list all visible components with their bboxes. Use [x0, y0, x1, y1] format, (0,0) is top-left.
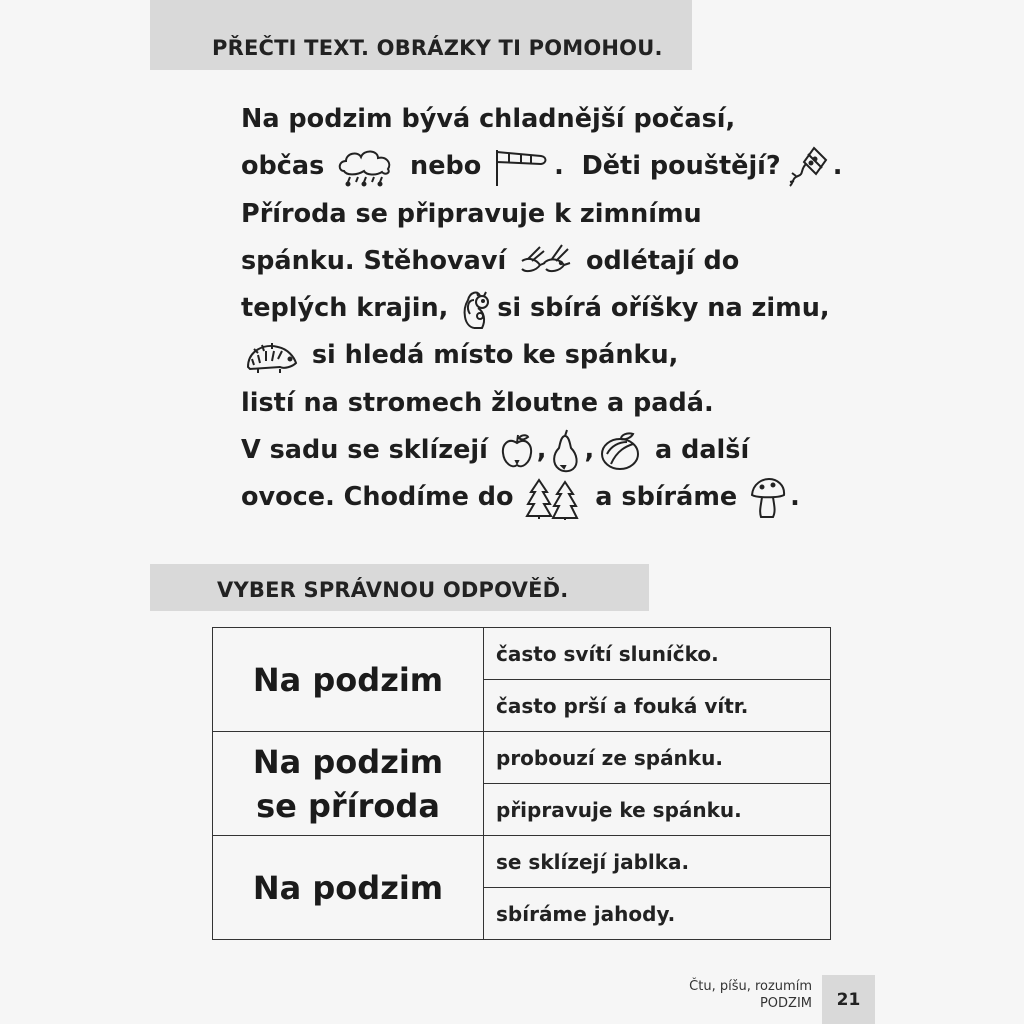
reading-text-segment: . Děti pouštějí?	[554, 151, 781, 182]
heading-text: VYBER SPRÁVNOU ODPOVĚĎ.	[217, 578, 569, 602]
reading-line	[241, 96, 841, 143]
reading-text-segment: ,	[536, 435, 547, 466]
footer-title	[689, 978, 812, 1012]
answer-option[interactable]: připravuje ke spánku.	[484, 784, 831, 836]
hedgehog-icon	[244, 337, 300, 375]
section-heading-read	[150, 0, 692, 70]
sentence-stem	[213, 628, 484, 732]
reading-text-segment: si sbírá oříšky na zimu,	[497, 293, 830, 324]
sentence-stem	[213, 836, 484, 940]
reading-text-segment: .	[832, 151, 843, 182]
series-name: Čtu, píšu, rozumím	[689, 979, 812, 994]
reading-line	[241, 427, 841, 474]
answer-option[interactable]: sbíráme jahody.	[484, 888, 831, 940]
kite-icon	[784, 144, 830, 190]
chapter-name: PODZIM	[759, 996, 812, 1011]
stem-line: Na podzim	[252, 660, 444, 699]
reading-text-segment: Na podzim bývá chladnější počasí,	[241, 104, 736, 134]
reading-text-segment: a sbíráme	[586, 482, 747, 513]
reading-text-segment: ,	[584, 435, 595, 466]
answer-option[interactable]: probouzí ze spánku.	[484, 732, 831, 784]
forest-icon	[525, 476, 583, 520]
reading-line	[241, 474, 841, 521]
answer-option[interactable]: se sklízejí jablka.	[484, 836, 831, 888]
reading-text-segment: V sadu se sklízejí	[241, 435, 497, 466]
reading-text-segment: a další	[646, 435, 750, 466]
sentence-stem	[213, 732, 484, 836]
squirrel-icon	[460, 286, 494, 332]
reading-text-segment: ovoce. Chodíme do	[241, 482, 523, 513]
reading-text-segment: si hledá místo ke spánku,	[303, 340, 679, 371]
reading-line	[241, 143, 841, 190]
table-row	[213, 836, 831, 888]
reading-text-segment: spánku. Stěhovaví	[241, 245, 516, 276]
reading-text-segment: teplých krajin,	[241, 293, 458, 324]
reading-line	[241, 285, 841, 332]
reading-text-segment: odlétají do	[577, 245, 740, 276]
plum-icon	[597, 430, 643, 472]
page-number-text: 21	[836, 989, 861, 1010]
apple-icon	[500, 431, 534, 471]
reading-text-segment: listí na stromech žloutne a padá.	[241, 387, 714, 418]
rain-cloud-icon	[336, 147, 398, 187]
stem-line: se příroda	[256, 786, 440, 825]
table-row	[213, 628, 831, 680]
reading-line	[241, 238, 841, 285]
reading-text-segment: Příroda se připravuje k zimnímu	[241, 198, 702, 229]
birds-icon	[518, 241, 574, 283]
reading-text-segment: občas	[241, 151, 334, 182]
reading-text	[241, 96, 841, 522]
stem-line: Na podzim	[252, 742, 444, 781]
section-heading-choose	[150, 564, 649, 611]
heading-text: PŘEČTI TEXT. OBRÁZKY TI POMOHOU.	[212, 36, 663, 60]
answer-table	[212, 627, 831, 940]
reading-line	[241, 191, 841, 238]
reading-text-segment: .	[790, 482, 800, 513]
windsock-icon	[493, 146, 551, 188]
table-row	[213, 732, 831, 784]
reading-line	[241, 332, 841, 379]
mushroom-icon	[749, 477, 787, 519]
answer-option[interactable]: často svítí sluníčko.	[484, 628, 831, 680]
page-number	[822, 975, 875, 1024]
answer-option[interactable]: často prší a fouká vítr.	[484, 680, 831, 732]
stem-line: Na podzim	[252, 868, 444, 907]
reading-text-segment: nebo	[401, 151, 491, 182]
pear-icon	[549, 428, 581, 474]
reading-line	[241, 380, 841, 427]
